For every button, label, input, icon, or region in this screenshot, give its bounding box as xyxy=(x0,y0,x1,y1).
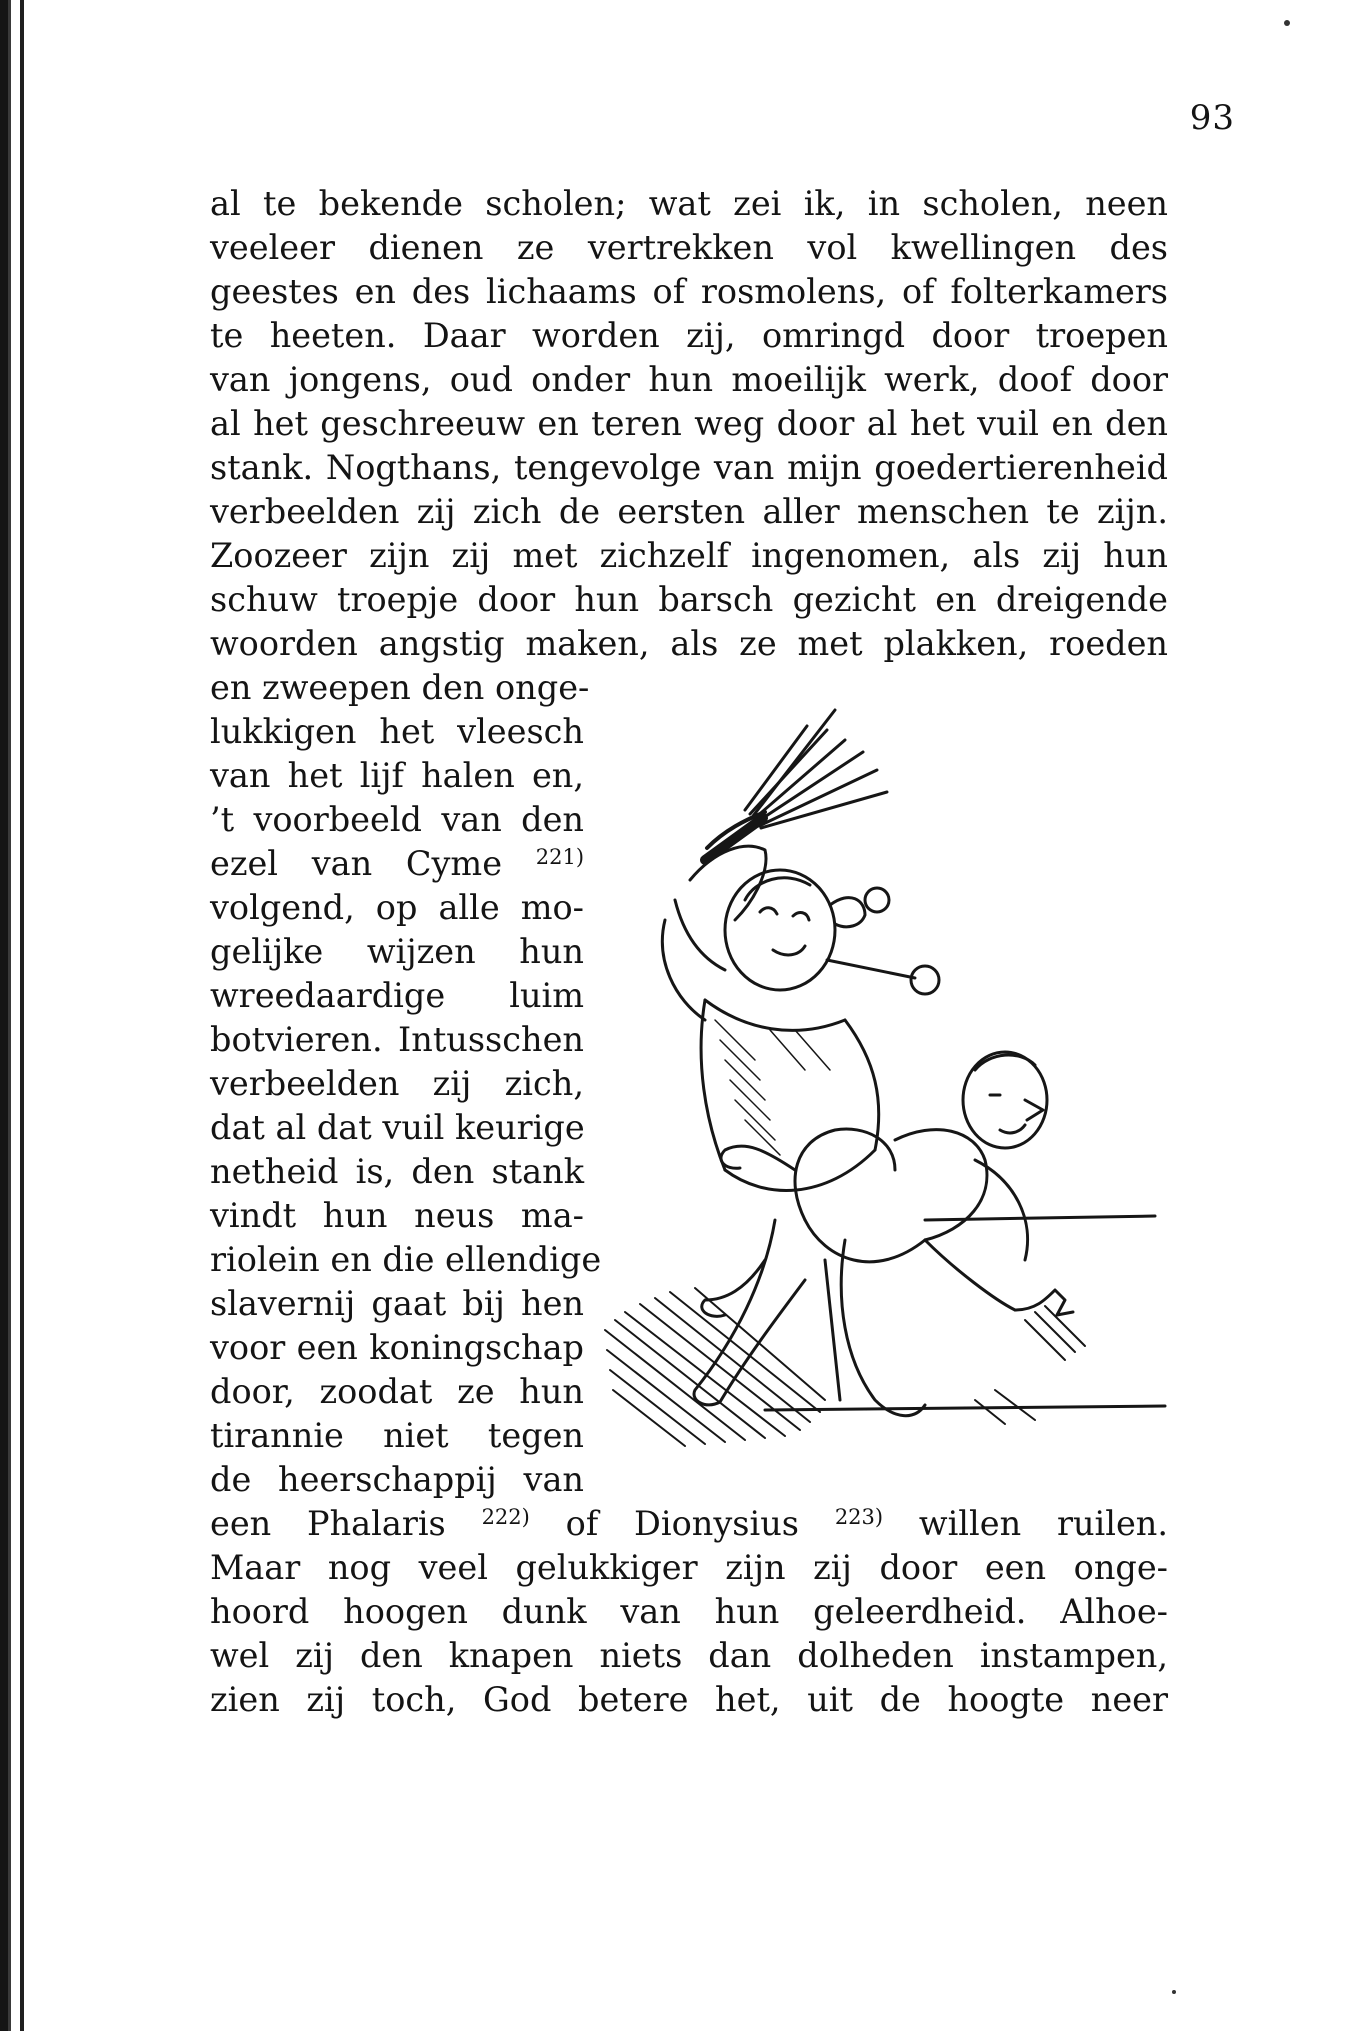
text-line: de heerschappij van xyxy=(210,1460,584,1499)
text-line: ’t voorbeeld van den xyxy=(210,800,584,839)
text-line: lukkigen het vleesch xyxy=(210,712,584,751)
footnote-ref-221: 221) xyxy=(535,845,585,869)
text-line-with-footnote xyxy=(210,842,584,886)
text-line: vindt hun neus ma- xyxy=(210,1196,584,1235)
text-segment: een Phalaris xyxy=(210,1504,446,1543)
footnote-ref-223: 223) xyxy=(834,1505,884,1529)
ground-hatching xyxy=(605,1288,825,1446)
text-line: veeleer dienen ze vertrekken vol kwellingen des xyxy=(210,228,1168,267)
text-segment: of Dionysius xyxy=(565,1504,799,1543)
ink-speck xyxy=(1172,1990,1176,1994)
text-segment: willen ruilen. xyxy=(918,1504,1169,1543)
page-number: 93 xyxy=(1189,98,1235,138)
text-line: woorden angstig maken, als ze met plakken, roeden xyxy=(210,624,1168,663)
text-line: door, zoodat ze hun xyxy=(210,1372,584,1411)
text-line: zien zij toch, God betere het, uit de hoogte neer xyxy=(210,1680,1168,1719)
text-line: van het lijf halen en, xyxy=(210,756,584,795)
text-line: wreedaardige luim xyxy=(210,976,584,1015)
text-line: en zweepen den onge- xyxy=(210,668,590,707)
text-line: stank. Nogthans, tengevolge van mijn goedertierenheid xyxy=(210,448,1168,487)
text-line: verbeelden zij zich de eersten aller menschen te zijn. xyxy=(210,492,1168,531)
text-line: riolein en die ellendige xyxy=(210,1240,602,1279)
floor-line xyxy=(765,1406,1165,1410)
book-spine-edge xyxy=(8,0,11,2031)
text-line: netheid is, den stank xyxy=(210,1152,584,1191)
text-line: schuw troepje door hun barsch gezicht en dreigende xyxy=(210,580,1168,619)
text-line: slavernij gaat bij hen xyxy=(210,1284,584,1323)
floor-line xyxy=(925,1216,1155,1220)
text-line: al te bekende scholen; wat zei ik, in scholen, neen xyxy=(210,184,1168,223)
text-line: tirannie niet tegen xyxy=(210,1416,584,1455)
text-line: al het geschreeuw en teren weg door al het vuil en den xyxy=(210,404,1168,443)
text-line: dat al dat vuil keurige xyxy=(210,1108,585,1147)
text-line: geestes en des lichaams of rosmolens, of folterkamers xyxy=(210,272,1168,311)
text-line: verbeelden zij zich, xyxy=(210,1064,584,1103)
book-spine-shadow xyxy=(0,0,8,2031)
text-line: voor een koningschap xyxy=(210,1328,584,1367)
text-line: Maar nog veel gelukkiger zijn zij door een onge- xyxy=(210,1548,1168,1587)
text-line: wel zij den knapen niets dan dolheden instampen, xyxy=(210,1636,1168,1675)
birch-rod xyxy=(705,710,887,860)
text-line: hoord hoogen dunk van hun geleerdheid. Alhoe- xyxy=(210,1592,1168,1631)
text-line: volgend, op alle mo- xyxy=(210,888,584,927)
text-line: botvieren. Intusschen xyxy=(210,1020,584,1059)
text-line: gelijke wijzen hun xyxy=(210,932,584,971)
illustration-schoolmaster-flogging xyxy=(595,700,1175,1510)
text-line: te heeten. Daar worden zij, omringd door troepen xyxy=(210,316,1168,355)
book-spine-line xyxy=(20,0,24,2031)
text-line: Zoozeer zijn zij met zichzelf ingenomen, als zij hun xyxy=(210,536,1168,575)
footnote-ref-222: 222) xyxy=(481,1505,530,1529)
text-segment: ezel van Cyme xyxy=(210,844,503,883)
text-line: van jongens, oud onder hun moeilijk werk, doof door xyxy=(210,360,1168,399)
ink-speck xyxy=(1284,20,1290,26)
